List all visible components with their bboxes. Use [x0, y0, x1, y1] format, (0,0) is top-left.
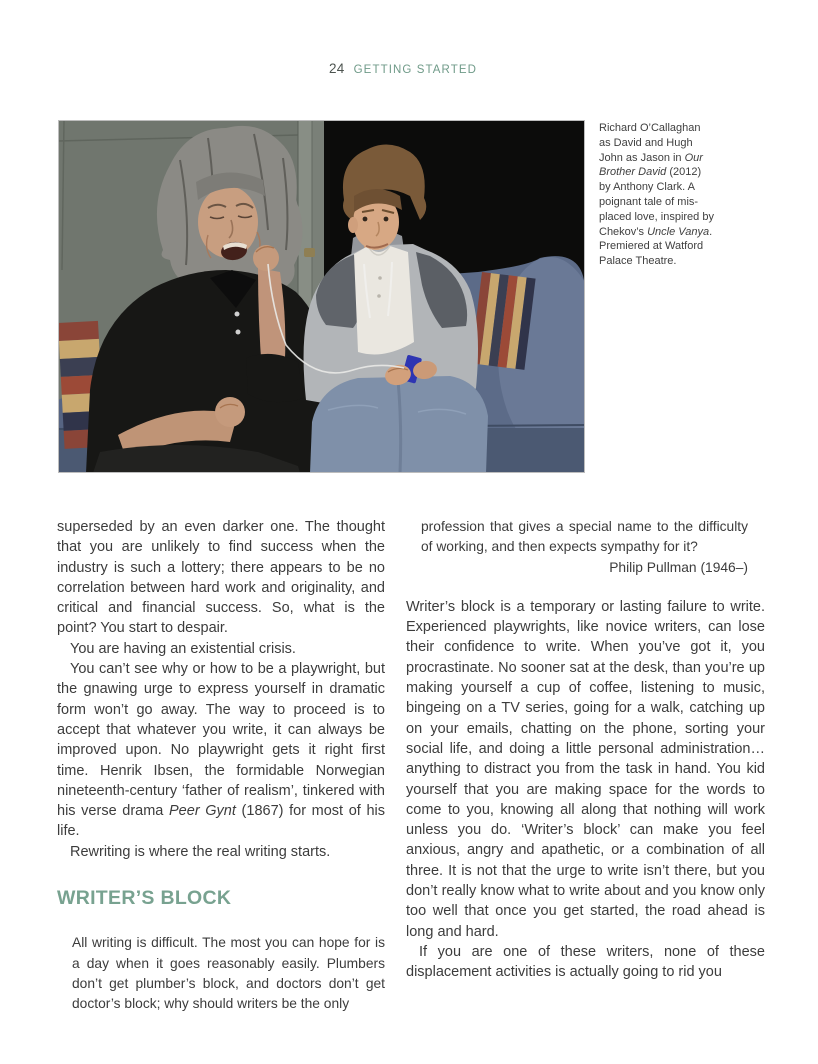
italic-text: Our [684, 151, 703, 164]
paragraph [406, 942, 765, 983]
quote-attribution: Philip Pullman (1946–) [609, 559, 748, 575]
caption-line [599, 121, 759, 136]
italic-text: Uncle Vanya [647, 225, 710, 238]
text-run: placed love, inspired by [599, 210, 714, 223]
section-heading: WRITER’S BLOCK [57, 887, 232, 910]
paragraph [57, 842, 385, 862]
right-column [406, 517, 765, 983]
photo-caption [599, 121, 759, 269]
running-head [329, 60, 477, 78]
text-run: Palace Theatre. [599, 255, 677, 268]
caption-line [599, 195, 759, 210]
production-photo [58, 120, 585, 473]
page-number: 24 [329, 61, 345, 76]
text-run: as David and Hugh [599, 136, 693, 149]
caption-line [599, 180, 759, 195]
right-column-paragraphs [406, 597, 765, 983]
caption-line [599, 239, 759, 254]
section-title: GETTING STARTED [353, 64, 478, 76]
text-run: You can’t see why or how to be a playwright, but the gnawing urge to express yourself in dramatic form won’t go away. The way to proceed is to accept that whatever you write, it can always be improved upon. No playwright gets it right first time. Henrik Ibsen, the formidable Norwegian nineteenth-century ‘father of realism’, tinkered with his verse drama [57, 661, 385, 820]
paragraph [57, 517, 385, 639]
text-run: All writing is difficult. The most you can hope for is a day when it goes reasonably easily. Plumbers don’t get plumber’s block, and doctors don’t get doctor’s block; why should writers be the only [72, 935, 385, 1012]
caption-line [599, 254, 759, 269]
text-run: superseded by an even darker one. The thought that you are unlikely to find success when the industry is such a lottery; there appears to be no correlation between hard work and originality, and critical and financial success. So, what is the point? You start to despair. [57, 519, 385, 637]
paragraph [57, 639, 385, 659]
italic-text: Peer Gynt [169, 803, 236, 820]
text-run: by Anthony Clark. A [599, 181, 695, 194]
left-column [57, 517, 385, 1015]
paragraph [406, 597, 765, 942]
text-run: Richard O’Callaghan [599, 122, 701, 134]
caption-line [599, 210, 759, 225]
striped-cushion-right [471, 272, 536, 370]
caption-line [599, 136, 759, 151]
text-run: Chekov’s [599, 225, 648, 238]
block-quote-part2 [421, 517, 748, 558]
caption-line [599, 225, 759, 240]
text-run: poignant tale of mis- [599, 195, 699, 208]
text-run: . [709, 225, 713, 238]
text-run: Writer’s block is a temporary or lasting failure to write. Experienced playwrights, like novice writers, can lose their confidence to write. When you’ve got it, you procrastinate. No sooner sat at the desk, than you’re up making yourself a cup of coffee, listening to music, bingeing on a TV series, going for a walk, catching up on your emails, chatting on the phone, sorting your social life, and doing a little personal administration… anything to distract you from the task in hand. You kid yourself that you are making space for the words to come to you, knowing all along that nothing will work unless you do. ‘Writer’s block’ can make you feel anxious, angry and apathetic, or a combination of all three. It is not that the urge to write isn’t there, but you don’t really know what to write about and you know only too well that once you get started, the road ahead is long and hard. [406, 598, 765, 940]
paragraph [57, 659, 385, 842]
caption-line [599, 165, 759, 180]
text-run: John as Jason in [599, 151, 685, 164]
text-run: (2012) [666, 166, 702, 179]
caption-line [599, 151, 759, 166]
text-run: You are having an existential crisis. [70, 640, 296, 657]
text-run: (1867) for most of his life. [57, 803, 385, 840]
text-run: Premiered at Watford [599, 240, 704, 253]
text-run: If you are one of these writers, none of these displacement activities is actually going to rid you [406, 943, 765, 981]
text-run: Rewriting is where the real writing starts. [70, 843, 331, 860]
text-run: profession that gives a special name to the difficulty of working, and then expects sympathy for it? [421, 519, 748, 555]
production-photo-illustration [58, 120, 585, 473]
block-quote-part1 [72, 933, 385, 1014]
italic-text: Brother David [599, 166, 667, 179]
left-column-paragraphs [57, 517, 385, 862]
